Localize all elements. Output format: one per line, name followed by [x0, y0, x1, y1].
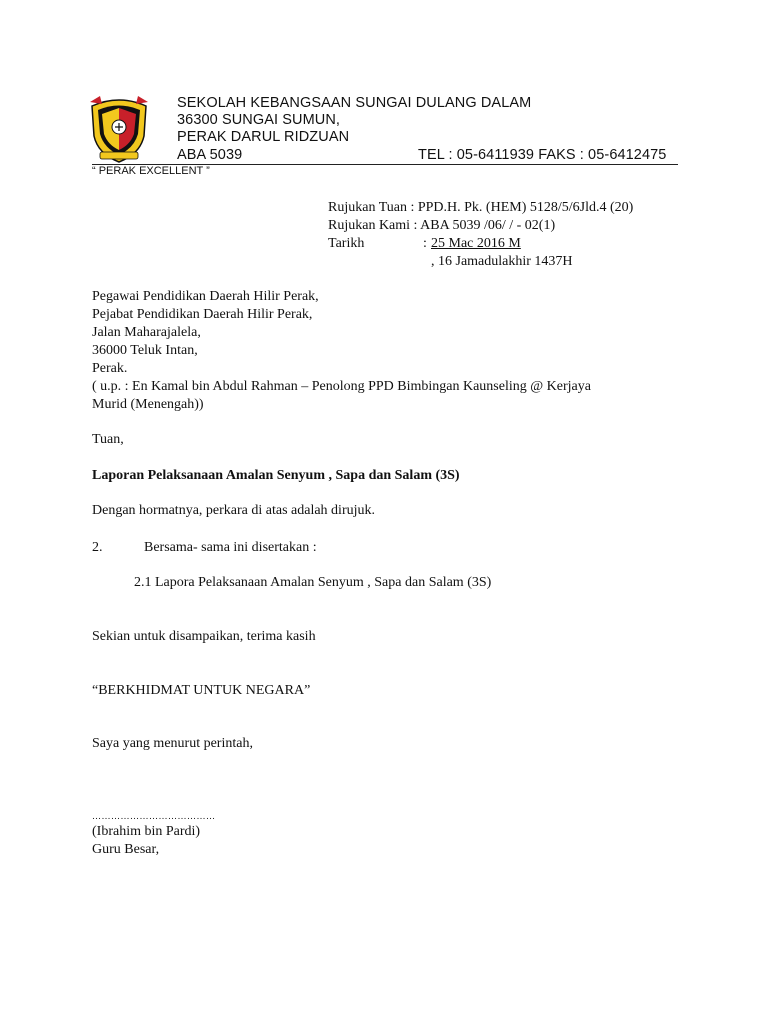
- paragraph-2-text: Bersama- sama ini disertakan :: [144, 540, 317, 555]
- recipient-line: Pegawai Pendidikan Daerah Hilir Perak,: [92, 289, 319, 304]
- subject-title: Laporan Pelaksanaan Amalan Senyum , Sapa dan Salam (3S): [92, 468, 460, 483]
- salutation: Tuan,: [92, 432, 124, 447]
- signatory-name: (Ibrahim bin Pardi): [92, 824, 201, 839]
- recipient-line: 36000 Teluk Intan,: [92, 343, 198, 358]
- item-2-1: 2.1 Lapora Pelaksanaan Amalan Senyum , Sapa dan Salam (3S): [134, 575, 492, 590]
- recipient-line: Pejabat Pendidikan Daerah Hilir Perak,: [92, 307, 313, 322]
- school-code: ABA 5039: [177, 147, 243, 163]
- signature-dots: …………………………………: [92, 811, 216, 821]
- hijri-date: , 16 Jamadulakhir 1437H: [431, 254, 573, 269]
- tarikh-colon: :: [423, 236, 427, 251]
- closing-line: Sekian untuk disampaikan, terima kasih: [92, 629, 316, 644]
- recipient-attention: ( u.p. : En Kamal bin Abdul Rahman – Penolong PPD Bimbingan Kaunseling @ Kerjaya: [92, 379, 591, 394]
- signatory-title: Guru Besar,: [92, 842, 160, 857]
- address-line-2: PERAK DARUL RIDZUAN: [177, 129, 350, 145]
- motto: “ PERAK EXCELLENT ”: [92, 165, 210, 177]
- contact-numbers: TEL : 05-6411939 FAKS : 05-6412475: [418, 147, 667, 163]
- address-line-1: 36300 SUNGAI SUMUN,: [177, 112, 341, 128]
- sign-off: Saya yang menurut perintah,: [92, 736, 253, 751]
- rujukan-tuan: Rujukan Tuan : PPD.H. Pk. (HEM) 5128/5/6Jld.4 (20): [328, 200, 634, 215]
- school-name: SEKOLAH KEBANGSAAN SUNGAI DULANG DALAM: [177, 95, 532, 111]
- tarikh-label: Tarikh: [328, 236, 365, 251]
- recipient-line: Jalan Maharajalela,: [92, 325, 201, 340]
- rujukan-kami: Rujukan Kami : ABA 5039 /06/ / - 02(1): [328, 218, 556, 233]
- school-crest-logo: [88, 92, 150, 164]
- recipient-attention-cont: Murid (Menengah)): [92, 397, 204, 412]
- opening-paragraph: Dengan hormatnya, perkara di atas adalah dirujuk.: [92, 503, 376, 518]
- recipient-line: Perak.: [92, 361, 128, 376]
- paragraph-2-number: 2.: [92, 540, 103, 555]
- slogan: “BERKHIDMAT UNTUK NEGARA”: [92, 683, 311, 698]
- tarikh-value: 25 Mac 2016 M: [431, 236, 521, 251]
